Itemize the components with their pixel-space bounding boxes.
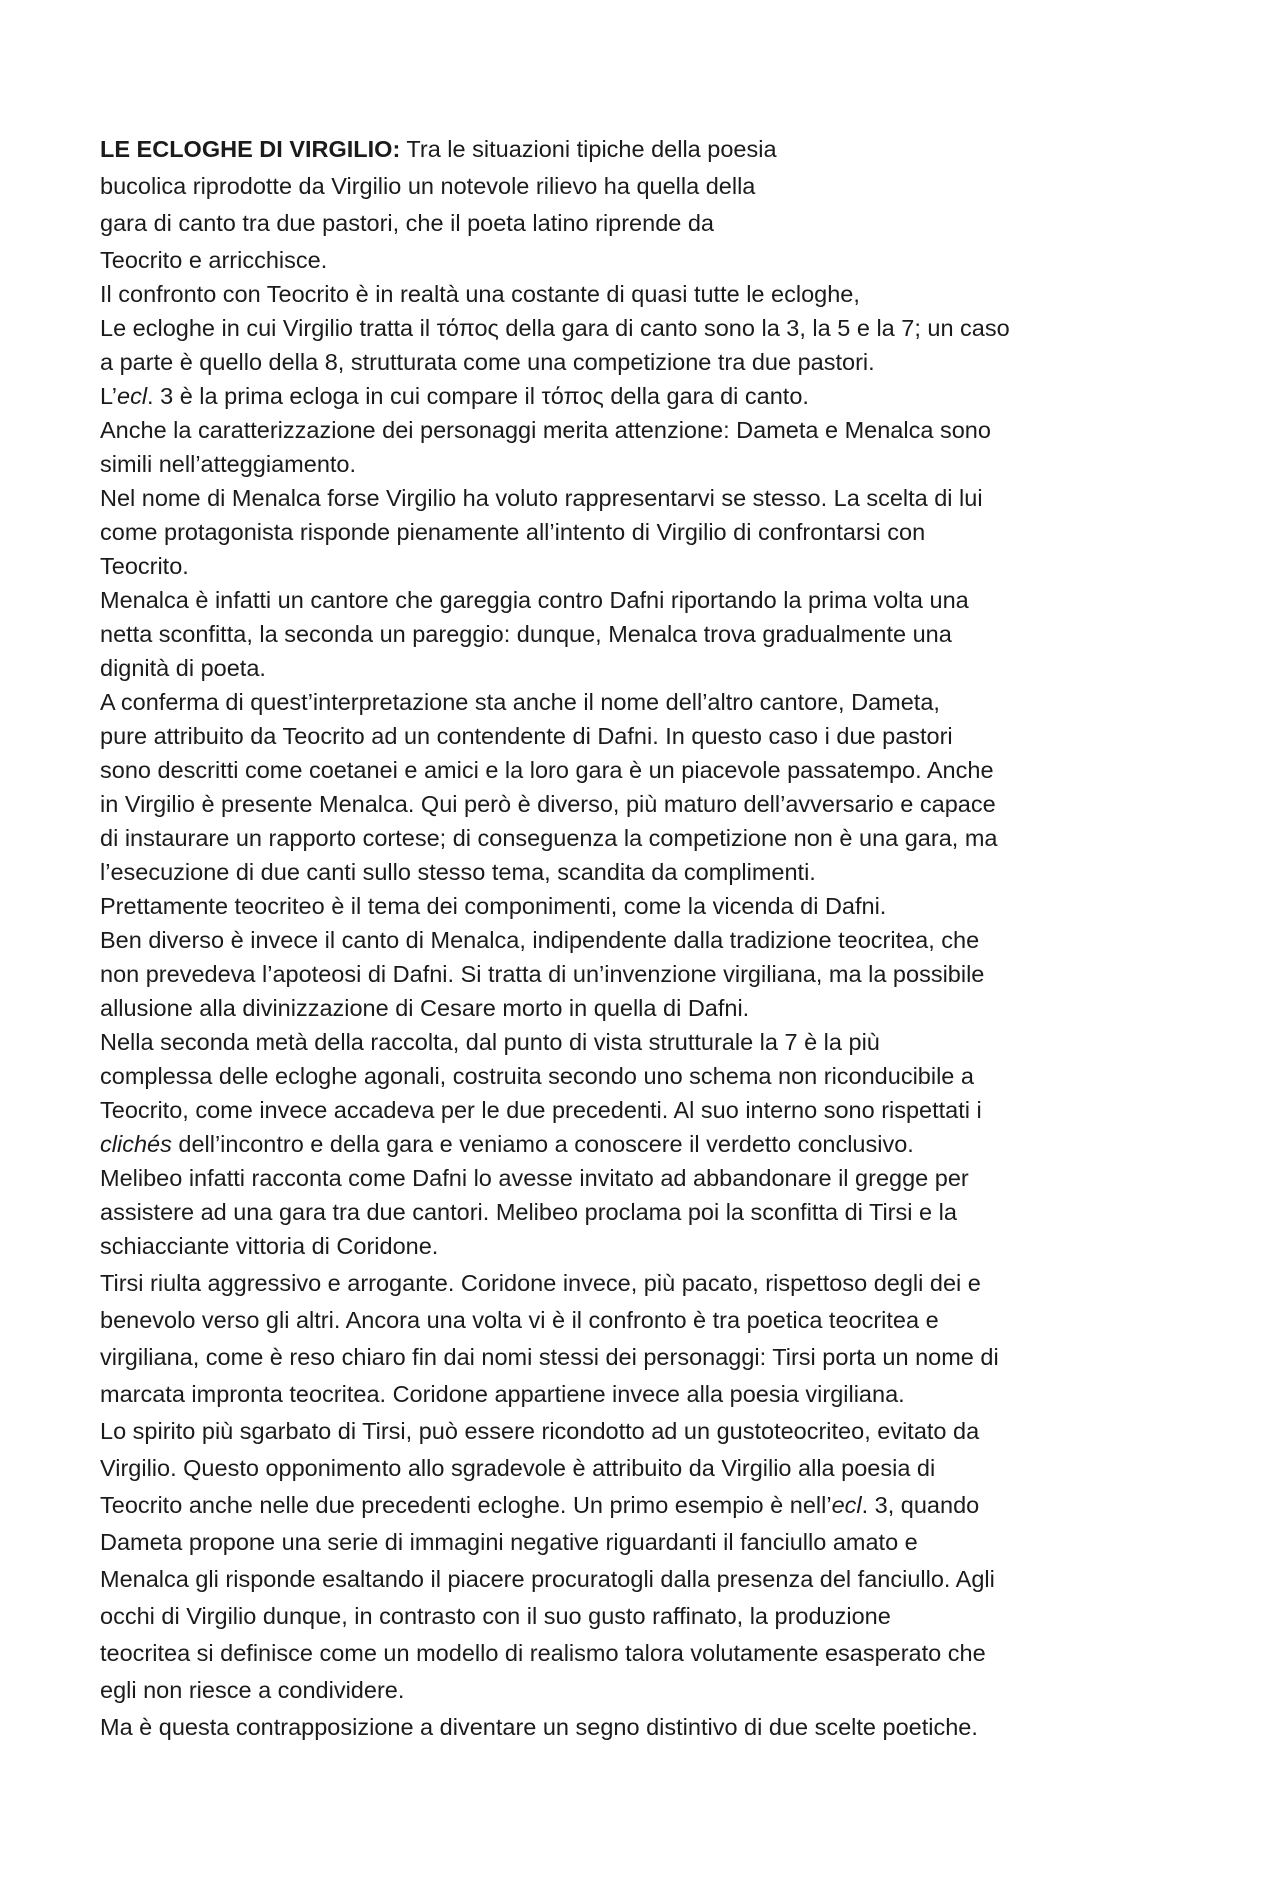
text-line: sono descritti come coetanei e amici e la loro gara è un piacevole passatempo. Anche	[100, 757, 994, 783]
text-line: A conferma di quest’interpretazione sta anche il nome dell’altro cantore, Dameta,	[100, 689, 940, 715]
text-line	[100, 134, 777, 164]
text-line: Tirsi riulta aggressivo e arrogante. Coridone invece, più pacato, rispettoso degli dei e	[100, 1270, 981, 1296]
text-line	[100, 381, 809, 411]
text-line: Ma è questa contrapposizione a diventare un segno distintivo di due scelte poetiche.	[100, 1714, 978, 1740]
text-line: dignità di poeta.	[100, 655, 266, 681]
text-span: Tra le situazioni tipiche della poesia	[400, 136, 777, 162]
text-line: Melibeo infatti racconta come Dafni lo avesse invitato ad abbandonare il gregge per	[100, 1165, 969, 1191]
text-span: . 3, quando	[861, 1492, 980, 1518]
text-italic: clichés	[100, 1131, 172, 1157]
text-line	[100, 1129, 914, 1159]
text-line: Menalca gli risponde esaltando il piacere procuratogli dalla presenza del fanciullo. Agli	[100, 1566, 995, 1592]
text-line: Le ecloghe in cui Virgilio tratta il τόπος della gara di canto sono la 3, la 5 e la 7; un caso	[100, 315, 1010, 341]
text-line	[100, 1490, 979, 1520]
text-line: Virgilio. Questo opponimento allo sgradevole è attribuito da Virgilio alla poesia di	[100, 1455, 936, 1481]
text-line: assistere ad una gara tra due cantori. Melibeo proclama poi la sconfitta di Tirsi e la	[100, 1199, 957, 1225]
text-line: egli non riesce a condividere.	[100, 1677, 405, 1703]
text-line: Teocrito.	[100, 553, 189, 579]
text-line: gara di canto tra due pastori, che il poeta latino riprende da	[100, 210, 715, 236]
text-line: Nella seconda metà della raccolta, dal punto di vista strutturale la 7 è la più	[100, 1029, 880, 1055]
text-line: Menalca è infatti un cantore che gareggia contro Dafni riportando la prima volta una	[100, 587, 969, 613]
text-span: L’	[100, 383, 117, 409]
text-line: in Virgilio è presente Menalca. Qui però è diverso, più maturo dell’avversario e capace	[100, 791, 996, 817]
section-heading: LE ECLOGHE DI VIRGILIO:	[100, 136, 401, 162]
text-line: non prevedeva l’apoteosi di Dafni. Si tratta di un’invenzione virgiliana, ma la possibile	[100, 961, 985, 987]
text-line: marcata impronta teocritea. Coridone appartiene invece alla poesia virgiliana.	[100, 1381, 905, 1407]
text-line: Nel nome di Menalca forse Virgilio ha voluto rappresentarvi se stesso. La scelta di lui	[100, 485, 983, 511]
text-line: Teocrito, come invece accadeva per le due precedenti. Al suo interno sono rispettati i	[100, 1097, 982, 1123]
text-italic: ecl	[831, 1492, 862, 1518]
text-line: Lo spirito più sgarbato di Tirsi, può essere ricondotto ad un gustoteocriteo, evitato da	[100, 1418, 980, 1444]
text-line: Teocrito e arricchisce.	[100, 247, 328, 273]
text-line: Il confronto con Teocrito è in realtà una costante di quasi tutte le ecloghe,	[100, 281, 860, 307]
text-line: schiacciante vittoria di Coridone.	[100, 1233, 439, 1259]
text-line: Anche la caratterizzazione dei personaggi merita attenzione: Dameta e Menalca sono	[100, 417, 991, 443]
text-line: virgiliana, come è reso chiaro fin dai nomi stessi dei personaggi: Tirsi porta un nome di	[100, 1344, 999, 1370]
text-italic: ecl	[117, 383, 148, 409]
text-line: allusione alla divinizzazione di Cesare morto in quella di Dafni.	[100, 995, 750, 1021]
text-line: bucolica riprodotte da Virgilio un notevole rilievo ha quella della	[100, 173, 756, 199]
text-line: benevolo verso gli altri. Ancora una volta vi è il confronto è tra poetica teocritea e	[100, 1307, 939, 1333]
text-line: Prettamente teocriteo è il tema dei componimenti, come la vicenda di Dafni.	[100, 893, 887, 919]
text-span: Teocrito anche nelle due precedenti ecloghe. Un primo esempio è nell’	[100, 1492, 832, 1518]
text-span: dell’incontro e della gara e veniamo a conoscere il verdetto conclusivo.	[171, 1131, 914, 1157]
text-line: pure attribuito da Teocrito ad un contendente di Dafni. In questo caso i due pastori	[100, 723, 953, 749]
text-line: Dameta propone una serie di immagini negative riguardanti il fanciullo amato e	[100, 1529, 918, 1555]
text-line: Ben diverso è invece il canto di Menalca, indipendente dalla tradizione teocritea, che	[100, 927, 980, 953]
text-line: simili nell’atteggiamento.	[100, 451, 357, 477]
text-line: occhi di Virgilio dunque, in contrasto con il suo gusto raffinato, la produzione	[100, 1603, 891, 1629]
text-line: complessa delle ecloghe agonali, costruita secondo uno schema non riconducibile a	[100, 1063, 974, 1089]
text-line: a parte è quello della 8, strutturata come una competizione tra due pastori.	[100, 349, 875, 375]
text-span: . 3 è la prima ecloga in cui compare il τόπος della gara di canto.	[147, 383, 809, 409]
text-line: come protagonista risponde pienamente all’intento di Virgilio di confrontarsi con	[100, 519, 926, 545]
text-line: l’esecuzione di due canti sullo stesso tema, scandita da complimenti.	[100, 859, 816, 885]
text-line: di instaurare un rapporto cortese; di conseguenza la competizione non è una gara, ma	[100, 825, 998, 851]
text-line: netta sconfitta, la seconda un pareggio: dunque, Menalca trova gradualmente una	[100, 621, 952, 647]
text-line: teocritea si definisce come un modello di realismo talora volutamente esasperato che	[100, 1640, 986, 1666]
